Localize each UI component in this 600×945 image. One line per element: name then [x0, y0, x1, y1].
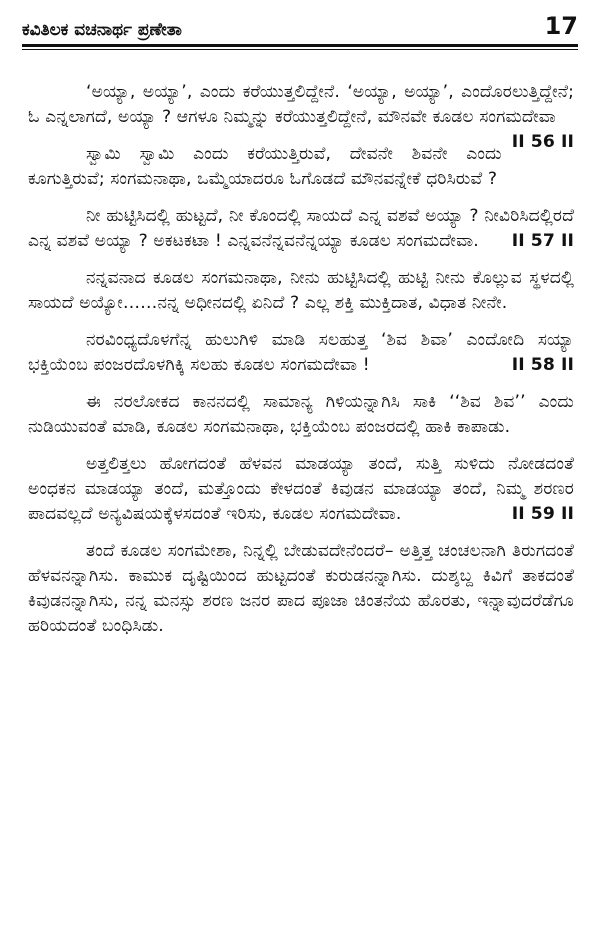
paragraph-text: ಸ್ವಾಮಿ ಸ್ವಾಮಿ ಎಂದು ಕರೆಯುತ್ತಿರುವೆ, ದೇವನೇ ಶಿವನೇ ಎಂದು ಕೂಗುತ್ತಿರುವೆ; ಸಂಗಮನಾಥಾ, ಒಮ್ಮೆಯಾದರೂ ಓಗೊಡದೆ ಮೌನವನ್ನೇಕೆ ಧರಿಸಿರುವೆ ? — [28, 144, 502, 189]
running-header-title: ಕವಿತಿಲಕ ವಚನಾರ್ಥ ಪ್ರಣೇತಾ — [22, 20, 182, 40]
paragraph-text: ನೀ ಹುಟ್ಟಿಸಿದಲ್ಲಿ ಹುಟ್ಟದೆ, ನೀ ಕೊಂದಲ್ಲಿ ಸಾಯದೆ ಎನ್ನ ವಶವೆ ಅಯ್ಯಾ ? ನೀವಿರಿಸಿದಲ್ಲಿರದೆ ಎನ್ನ ವಶವೆ ಅಯ್ಯಾ ? ಅಕಟಕಟಾ ! ಎನ್ನವನೆನ್ನವನೆನ್ನಯ್ಯಾ ಕೂಡಲ ಸಂಗಮದೇವಾ. — [28, 206, 574, 251]
verse-number: II 58 II — [511, 355, 574, 375]
paragraph-8 — [28, 539, 574, 639]
paragraph-7 — [28, 452, 574, 527]
paragraph-1 — [28, 80, 574, 152]
paragraph-text: ತಂದೆ ಕೂಡಲ ಸಂಗಮೇಶಾ, ನಿನ್ನಲ್ಲಿ ಬೇಡುವದೇನೆಂದರೆ– ಅತ್ತಿತ್ತ ಚಂಚಲನಾಗಿ ತಿರುಗದಂತೆ ಹೆಳವನನ್ನಾಗಿಸು. ಕಾಮುಕ ದೃಷ್ಟಿಯಿಂದ ಹುಟ್ಟದಂತೆ ಕುರುಡನನ್ನಾಗಿಸು. ದುಶ್ಶಬ್ದ ಕಿವಿಗೆ ತಾಕದಂತೆ ಕಿವುಡನನ್ನಾಗಿಸು, ನನ್ನ ಮನಸ್ಸು ಶರಣ ಜನರ ಪಾದ ಪೂಜಾ ಚಿಂತನೆಯ ಹೊರತು, ಇನ್ನಾವುದರೆಡೆಗೂ ಹರಿಯದಂತೆ ಬಂಧಿಸಿಡು. — [28, 541, 574, 636]
paragraph-text: ಈ ನರಲೋಕದ ಕಾನನದಲ್ಲಿ ಸಾಮಾನ್ಯ ಗಿಳಿಯನ್ನಾಗಿಸಿ ಸಾಕಿ ‘‘ಶಿವ ಶಿವ’’ ಎಂದು ನುಡಿಯುವಂತೆ ಮಾಡಿ, ಕೂಡಲ ಸಂಗಮನಾಥಾ, ಭಕ್ತಿಯೆಂಬ ಪಂಜರದಲ್ಲಿ ಹಾಕಿ ಕಾಪಾಡು. — [28, 392, 574, 437]
paragraph-text: ‘ಅಯ್ಯಾ, ಅಯ್ಯಾ’, ಎಂದು ಕರೆಯುತ್ತಲಿದ್ದೇನೆ. ‘ಅಯ್ಯಾ, ಅಯ್ಯಾ’, ಎಂದೊರಲುತ್ತಿದ್ದೇನೆ; ಓ ಎನ್ನಲಾಗದೆ, ಅಯ್ಯಾ ? ಆಗಳೂ ನಿಮ್ಮನ್ನು ಕರೆಯುತ್ತಲಿದ್ದೇನೆ, ಮೌನವೇ ಕೂಡಲ ಸಂಗಮದೇವಾ — [28, 82, 574, 127]
page-header — [22, 6, 578, 40]
header-rule — [22, 44, 578, 50]
verse-number: II 59 II — [511, 504, 574, 524]
paragraph-6 — [28, 390, 574, 440]
paragraph-5 — [28, 328, 574, 378]
paragraph-text: ನನ್ನವನಾದ ಕೂಡಲ ಸಂಗಮನಾಥಾ, ನೀನು ಹುಟ್ಟಿಸಿದಲ್ಲಿ ಹುಟ್ಟಿ ನೀನು ಕೊಲ್ಲುವ ಸ್ಥಳದಲ್ಲಿ ಸಾಯದೆ ಅಯ್ಯೋ……ನನ್ನ ಅಧೀನದಲ್ಲಿ ಏನಿದೆ ? ಎಲ್ಲ ಶಕ್ತಿ ಮುಕ್ತಿದಾತ, ವಿಧಾತ ನೀನೇ. — [28, 268, 574, 313]
page-number: 17 — [544, 12, 578, 40]
verse-number: II 57 II — [511, 231, 574, 251]
paragraph-2 — [28, 142, 574, 192]
paragraph-4 — [28, 266, 574, 316]
paragraph-text: ಅತ್ತಲಿತ್ತಲು ಹೋಗದಂತೆ ಹೆಳವನ ಮಾಡಯ್ಯಾ ತಂದೆ, ಸುತ್ತಿ ಸುಳಿದು ನೋಡದಂತೆ ಅಂಧಕನ ಮಾಡಯ್ಯಾ ತಂದೆ, ಮತ್ತೊಂದು ಕೇಳದಂತೆ ಕಿವುಡನ ಮಾಡಯ್ಯಾ ತಂದೆ, ನಿಮ್ಮ ಶರಣರ ಪಾದವಲ್ಲದೆ ಅನ್ಯವಿಷಯಕ್ಕೆಳಸದಂತೆ ಇರಿಸು, ಕೂಡಲ ಸಂಗಮದೇವಾ. — [28, 454, 574, 524]
paragraph-3 — [28, 204, 574, 254]
page-body — [28, 80, 574, 651]
paragraph-text: ನರವಿಂಧ್ಯದೊಳಗೆನ್ನ ಹುಲುಗಿಳಿ ಮಾಡಿ ಸಲಹುತ್ತ ‘ಶಿವ ಶಿವಾ’ ಎಂದೋದಿ ಸಯ್ಯಾ ಭಕ್ತಿಯೆಂಬ ಪಂಜರದೊಳಗಿಕ್ಕಿ ಸಲಹು ಕೂಡಲ ಸಂಗಮದೇವಾ ! — [28, 330, 574, 375]
verse-number: II 56 II — [511, 132, 574, 152]
